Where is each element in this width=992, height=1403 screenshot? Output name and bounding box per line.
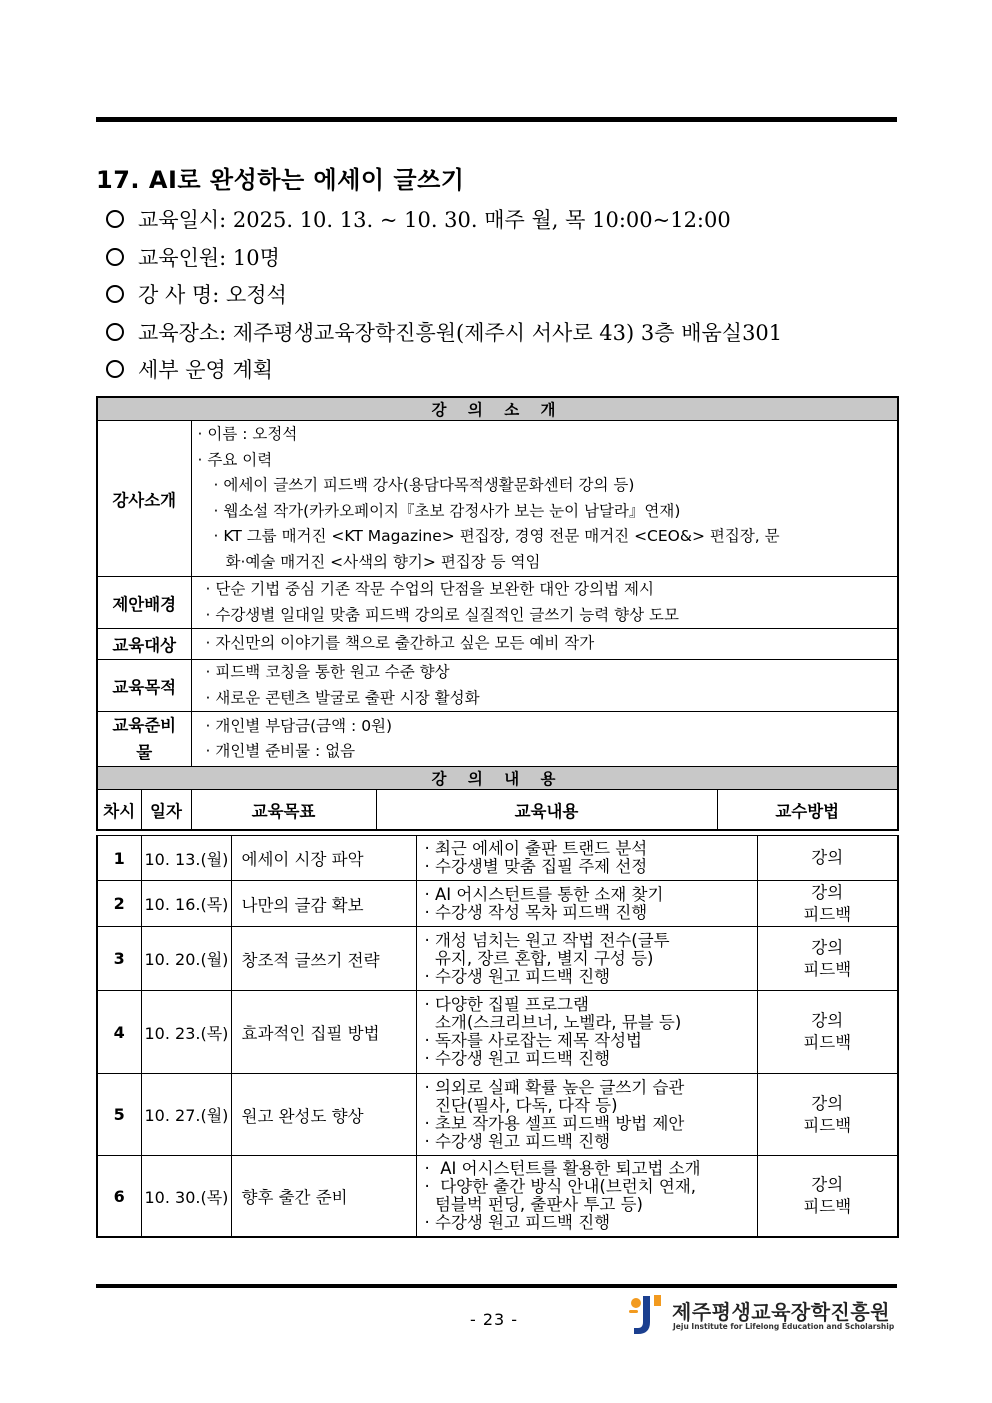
row-label: 교육준비 물 (97, 712, 191, 767)
info-item: 강 사 명: 오정석 (106, 277, 782, 315)
circle-bullet-icon (106, 323, 124, 341)
table-row: 6 10. 30.(목) 향후 출간 준비 · AI 어시스턴트를 활용한 퇴고법 소개 · 다양한 출간 방식 안내(브런치 연재, 텀블벅 펀딩, 출판사 투고 등) · 수강생 원고 피드백 진행 강의 피드백 (97, 1156, 898, 1238)
col-header: 교육내용 (376, 790, 717, 831)
org-name: 제주평생교육장학진흥원 (672, 1300, 891, 1324)
table-row: 4 10. 23.(목) 효과적인 집필 방법 · 다양한 집필 프로그램 소개(스크리브너, 노벨라, 뮤블 등) · 독자를 사로잡는 제목 작성법 · 수강생 원고 피드백 진행 강의 피드백 (97, 991, 898, 1074)
plan-table (96, 396, 899, 831)
intro-header: 강 의 소 개 (97, 397, 898, 421)
col-header: 교육목표 (191, 790, 376, 831)
col-header: 교수방법 (717, 790, 898, 831)
row-label: 제안배경 (97, 577, 191, 629)
table-row: 1 10. 13.(월) 에세이 시장 파악 · 최근 에세이 출판 트랜드 분석 · 수강생별 맞춤 집필 주제 선정 강의 (97, 836, 898, 881)
table-row: 3 10. 20.(월) 창조적 글쓰기 전략 · 개성 넘치는 원고 작법 전수(글투 유지, 장르 혼합, 별지 구성 등) · 수강생 원고 피드백 진행 강의 피드백 (97, 927, 898, 991)
intro-row-goal: 교육목적 · 피드백 코칭을 통한 원고 수준 향상 · 새로운 콘텐츠 발굴로 출판 시장 활성화 (97, 660, 898, 712)
top-rule (96, 117, 897, 122)
row-label: 교육목적 (97, 660, 191, 712)
info-item: 교육인원: 10명 (106, 240, 782, 278)
circle-bullet-icon (106, 360, 124, 378)
intro-row-instructor: 강사소개 · 이름 : 오정석 · 주요 이력 · 에세이 글쓰기 피드백 강사(용담다목적생활문화센터 강의 등) · 웹소설 작가(카카오페이지『초보 감정사가 보는 눈이 남달라』연재) · KT 그룹 매거진 <KT Magazine> 편집장, 경영 전문 매거진 <CEO&> 편집장, 문 화·예술 매거진 <사색의 향기> 편집장 등 역임 (97, 421, 898, 577)
intro-row-background: 제안배경 · 단순 기법 중심 기존 작문 수업의 단점을 보완한 대안 강의법 제시 · 수강생별 일대일 맞춤 피드백 강의로 실질적인 글쓰기 능력 향상 도모 (97, 577, 898, 629)
circle-bullet-icon (106, 248, 124, 266)
row-label: 교육대상 (97, 629, 191, 660)
bottom-rule (96, 1284, 897, 1288)
col-header: 일자 (141, 790, 191, 831)
circle-bullet-icon (106, 210, 124, 228)
info-list (106, 202, 782, 390)
org-emblem-icon (626, 1292, 670, 1338)
col-header: 차시 (97, 790, 141, 831)
org-name-en: Jeju Institute for Lifelong Education and Scholarship (673, 1322, 895, 1331)
info-item: 교육일시: 2025. 10. 13. ~ 10. 30. 매주 월, 목 10:00~12:00 (106, 202, 782, 240)
schedule-table (96, 835, 899, 1238)
section-title: 17. AI로 완성하는 에세이 글쓰기 (96, 166, 465, 194)
circle-bullet-icon (106, 285, 124, 303)
info-item: 교육장소: 제주평생교육장학진흥원(제주시 서사로 43) 3층 배움실301 (106, 315, 782, 353)
schedule-column-headers (97, 790, 898, 831)
intro-row-target: 교육대상 · 자신만의 이야기를 책으로 출간하고 싶은 모든 예비 작가 (97, 629, 898, 660)
info-item: 세부 운영 계획 (106, 352, 782, 390)
org-logo (626, 1292, 898, 1340)
row-label: 강사소개 (97, 421, 191, 577)
schedule-header: 강 의 내 용 (97, 767, 898, 790)
intro-row-supplies: 교육준비 물 · 개인별 부담금(금액 : 0원) · 개인별 준비물 : 없음 (97, 712, 898, 767)
table-row: 5 10. 27.(월) 원고 완성도 향상 · 의외로 실패 확률 높은 글쓰기 습관 진단(필사, 다독, 다작 등) · 초보 작가용 셀프 피드백 방법 제안 · 수강생 원고 피드백 진행 강의 피드백 (97, 1074, 898, 1156)
table-row: 2 10. 16.(목) 나만의 글감 확보 · AI 어시스턴트를 통한 소재 찾기 · 수강생 작성 목차 피드백 진행 강의 피드백 (97, 881, 898, 927)
page-number: - 23 - (470, 1310, 519, 1329)
